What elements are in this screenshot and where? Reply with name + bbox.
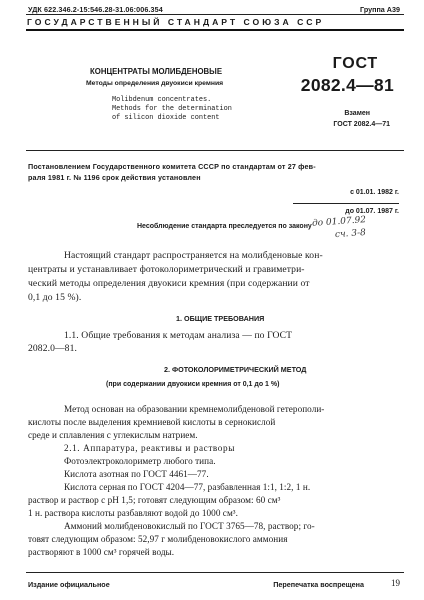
decree-line: раля 1981 г. № 1196 срок действия установлен [28,173,201,182]
method-subsection: 2.1. Аппаратура, реактивы и растворы [64,443,235,453]
method-line: Кислота азотная по ГОСТ 4461—77. [64,469,209,479]
reprint-note: Перепечатка воспрещена [273,580,364,589]
gost-number: 2082.4—81 [300,75,394,95]
method-line: кислоты после выделения кремниевой кислоты в сернокислой [28,417,276,427]
group-code: Группа А39 [360,5,400,14]
intro-line: 0,1 до 15 %). [28,292,82,303]
method-line: товят следующим образом: 52,97 г молибденовокислого аммония [28,534,288,544]
method-line: раствор и раствор с рН 1,5; готовят следующим образом: 60 см³ [28,495,281,505]
valid-to: до 01.07. 1987 г. [345,208,399,215]
title-rule [26,150,404,151]
intro-line: Настоящий стандарт распространяется на молибденовые кон- [64,250,323,261]
section-heading: 2. ФОТОКОЛОРИМЕТРИЧЕСКИЙ МЕТОД [164,365,307,374]
replaces-standard: ГОСТ 2082.4—71 [333,121,390,128]
section-text: 1.1. Общие требования к методам анализа — по ГОСТ [64,330,293,341]
section-heading: 1. ОБЩИЕ ТРЕБОВАНИЯ [176,314,265,323]
udk-code: УДК 622.346.2-15:546.28-31.06:006.354 [28,5,163,14]
top-rule [26,14,404,15]
document-subtitle: Методы определения двуокиси кремния [86,80,224,87]
handwritten-note: до 01.07.92 [311,215,367,229]
replaces-label: Взамен [344,110,370,117]
method-line: Метод основан на образовании кремнемолибденовой гетерополи- [64,404,325,414]
method-line: Кислота серная по ГОСТ 4204—77, разбавленная 1:1, 1:2, 1 н. [64,482,311,492]
section-subheading: (при содержании двуокиси кремния от 0,1 до 1 %) [106,381,280,388]
section-text: 2082.0—81. [28,343,77,354]
footer-rule [26,572,404,573]
method-line: 1 н. раствора кислоты разбавляют водой до 1000 см³. [28,508,238,518]
method-line: растворяют в 1000 см³ горячей воды. [28,547,175,557]
valid-from: с 01.01. 1982 г. [350,189,399,196]
standard-banner: ГОСУДАРСТВЕННЫЙ СТАНДАРТ СОЮЗА ССР [27,17,325,27]
handwritten-note: сч. 3-8 [334,227,367,241]
banner-rule [26,29,404,31]
edition-note: Издание официальное [28,580,110,589]
decree-line: Постановлением Государственного комитета СССР по стандартам от 27 фев- [28,162,316,171]
intro-line: ческий методы определения двуокиси кремния (при содержании от [28,278,310,289]
english-title-line: Molibdenum concentrates. [112,96,212,104]
method-line: Фотоэлектроколориметр любого типа. [64,456,216,466]
english-title-line: Methods for the determination [112,105,232,113]
date-rule [293,203,399,204]
page-number: 19 [391,578,400,588]
method-line: Аммоний молибденовокислый по ГОСТ 3765—78, раствор; го- [64,521,315,531]
document-title: КОНЦЕНТРАТЫ МОЛИБДЕНОВЫЕ [90,67,223,76]
english-title-line: of silicon dioxide content [112,114,220,122]
penalty-notice: Несоблюдение стандарта преследуется по закону [137,223,312,230]
gost-label: ГОСТ [332,55,378,72]
method-line: среде и сплавления с углекислым натрием. [28,430,198,440]
intro-line: центраты и устанавливает фотоколориметрический и гравиметри- [28,264,305,275]
